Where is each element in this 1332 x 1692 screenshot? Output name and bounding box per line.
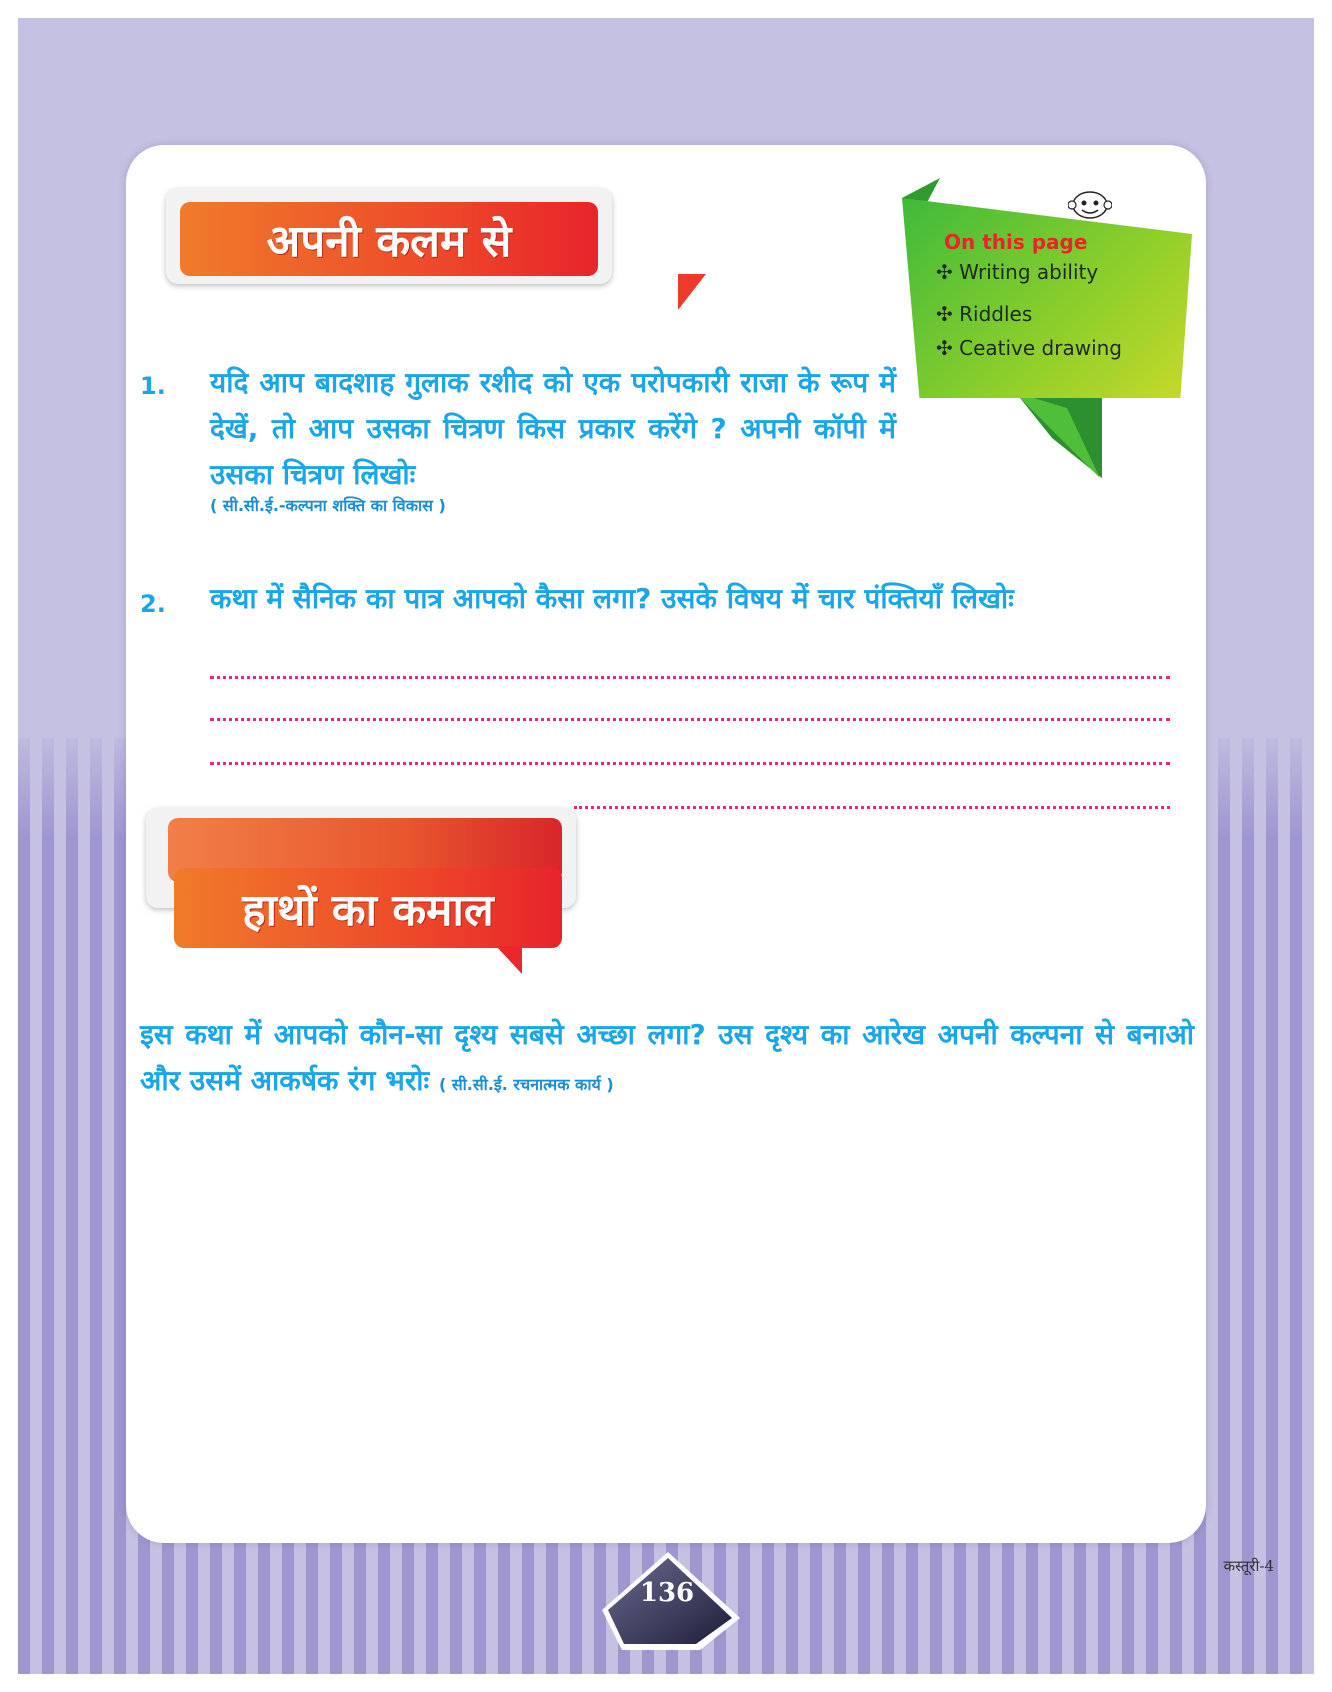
question-2-text: कथा में सैनिक का पात्र आपको कैसा लगा? उसके विषय में चार पंक्तियाँ लिखोः [210,582,1014,615]
on-this-page-note [902,178,1192,398]
question-2-number: 2. [140,590,166,618]
heading-apni-kalam-se [166,188,612,298]
bullet-icon: ✣ [936,302,953,326]
note-item-writing: ✣ Writing ability [936,260,1099,284]
question-1-note: ( सी.सी.ई.-कल्पना शक्ति का विकास ) [210,496,446,515]
note-title: On this page [944,230,1088,254]
drawing-instruction: इस कथा में आपको कौन-सा दृश्य सबसे अच्छा लगा? उस दृश्य का आरेख अपनी कल्पना से बनाओ और उसमें आकर्षक रंग भरोः ( सी.सी.ई. रचनात्मक कार्य ) [140,1018,1194,1097]
answer-line[interactable] [210,676,1170,679]
answer-line[interactable] [210,762,1170,765]
smiley-face-icon [1068,188,1112,222]
page-number-badge [592,1548,742,1652]
page-number: 136 [639,1578,695,1608]
drawing-note: ( सी.सी.ई. रचनात्मक कार्य ) [438,1075,614,1094]
book-footer: कस्तूरी-4 [1223,1557,1274,1575]
section1-heading: अपनी कलम से [180,202,598,276]
heading-hathon-ka-kamal [146,808,576,968]
question-1-text: यदि आप बादशाह गुलाक रशीद को एक परोपकारी राजा के रूप में देखें, तो आप उसका चित्रण किस प्रकार करेंगे ? अपनी कॉपी में उसका चित्रण लिखोः [210,366,896,491]
note-item-riddles: ✣ Riddles [936,302,1033,326]
question-1-number: 1. [140,372,166,400]
banner-tail [496,946,522,974]
answer-line[interactable] [574,806,1170,809]
answer-line[interactable] [210,718,1170,721]
section2-heading: हाथों का कमाल [174,868,562,948]
bullet-icon: ✣ [936,336,953,360]
bullet-icon: ✣ [936,260,953,284]
banner-tail [678,274,706,310]
note-item-drawing: ✣ Ceative drawing [936,336,1123,360]
